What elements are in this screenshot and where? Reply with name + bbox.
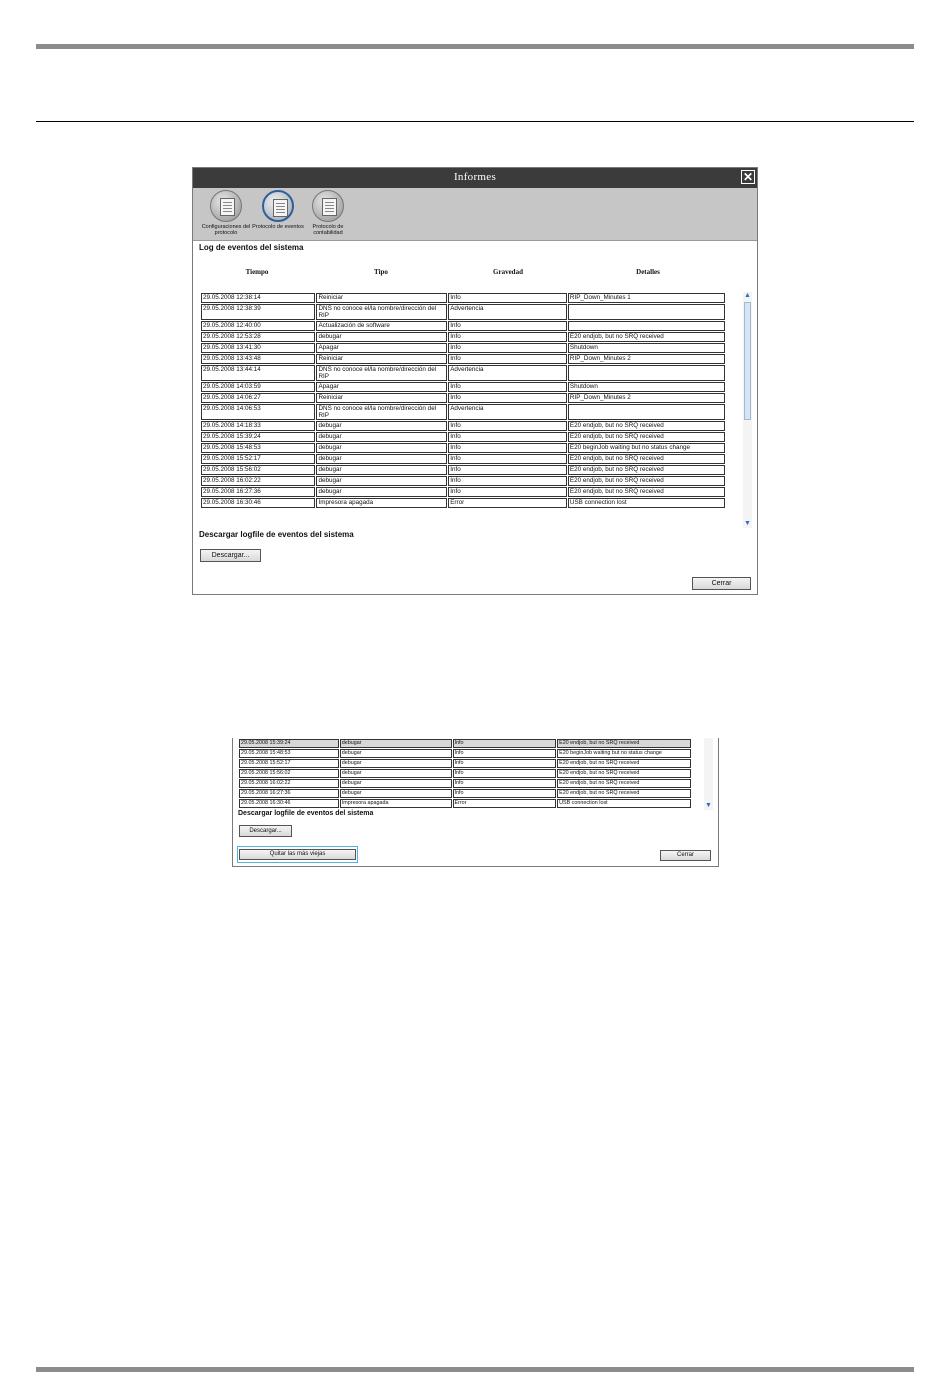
cell-time: 29.05.2008 15:39:24 — [239, 739, 339, 748]
cell-time: 29.05.2008 12:38:14 — [201, 293, 315, 303]
cell-type: debugar — [316, 476, 447, 486]
cell-type: Apagar — [316, 382, 447, 392]
cell-time: 29.05.2008 16:27:36 — [239, 789, 339, 798]
cell-type: debugar — [340, 789, 452, 798]
cell-severity: Info — [448, 382, 567, 392]
cell-details: E20 endjob, but no SRQ received — [557, 789, 691, 798]
cell-details: E20 beginJob waiting but no status change — [568, 443, 725, 453]
cell-severity: Info — [448, 443, 567, 453]
cell-severity: Info — [448, 487, 567, 497]
cell-severity: Info — [448, 332, 567, 342]
cell-time: 29.05.2008 13:41:30 — [201, 343, 315, 353]
cell-severity: Advertencia — [448, 304, 567, 320]
cell-details: E20 endjob, but no SRQ received — [557, 759, 691, 768]
cell-time: 29.05.2008 15:39:24 — [201, 432, 315, 442]
cell-details: E20 endjob, but no SRQ received — [568, 476, 725, 486]
cell-severity: Info — [453, 789, 557, 798]
cell-time: 29.05.2008 13:43:48 — [201, 354, 315, 364]
cell-type: debugar — [316, 465, 447, 475]
cell-time: 29.05.2008 14:18:33 — [201, 421, 315, 431]
report-toolbar — [193, 188, 757, 241]
cell-time: 29.05.2008 15:48:53 — [239, 749, 339, 758]
cell-severity: Info — [448, 293, 567, 303]
cell-severity: Info — [448, 465, 567, 475]
accounting-log-icon — [312, 190, 344, 222]
header-divider — [36, 121, 914, 122]
log-scrollbar-cropped[interactable] — [704, 738, 713, 810]
cell-severity: Info — [453, 749, 557, 758]
cell-time: 29.05.2008 15:52:17 — [239, 759, 339, 768]
download-button[interactable]: Descargar... — [239, 825, 292, 837]
table-row[interactable] — [239, 749, 691, 758]
informes-dialog — [192, 167, 758, 595]
cell-time: 29.05.2008 15:56:02 — [239, 769, 339, 778]
cell-type: Impresora apagada — [316, 498, 447, 508]
informes-dialog-cropped — [232, 738, 719, 867]
cell-details — [568, 404, 725, 420]
table-row[interactable] — [201, 365, 725, 381]
dialog-title: Informes — [453, 171, 497, 183]
cell-type: debugar — [340, 749, 452, 758]
cell-type: debugar — [316, 454, 447, 464]
table-row[interactable] — [201, 393, 725, 403]
cell-details — [568, 321, 725, 331]
cell-type: Impresora apagada — [340, 799, 452, 808]
table-row[interactable] — [201, 421, 725, 431]
cell-severity: Info — [448, 454, 567, 464]
cell-severity: Error — [453, 799, 557, 808]
cell-details: E20 endjob, but no SRQ received — [568, 332, 725, 342]
cell-severity: Info — [448, 393, 567, 403]
cell-type: Apagar — [316, 343, 447, 353]
cell-details: E20 endjob, but no SRQ received — [568, 465, 725, 475]
table-row[interactable] — [201, 465, 725, 475]
cell-details: RIP_Down_Minutes 1 — [568, 293, 725, 303]
cell-details: E20 beginJob waiting but no status change — [557, 749, 691, 758]
table-row[interactable] — [201, 293, 725, 303]
cell-time: 29.05.2008 16:30:46 — [239, 799, 339, 808]
table-row[interactable] — [201, 476, 725, 486]
cell-time: 29.05.2008 12:53:28 — [201, 332, 315, 342]
table-row[interactable] — [201, 354, 725, 364]
table-row[interactable] — [201, 498, 725, 508]
cell-type: DNS no conoce el/la nombre/dirección del RIP — [316, 365, 447, 381]
cell-time: 29.05.2008 13:44:14 — [201, 365, 315, 381]
table-row[interactable] — [201, 454, 725, 464]
cell-details: E20 endjob, but no SRQ received — [568, 432, 725, 442]
close-icon[interactable]: ✕ — [742, 170, 754, 184]
cell-type: Reiniciar — [316, 354, 447, 364]
cell-severity: Info — [453, 759, 557, 768]
cell-details — [568, 304, 725, 320]
cell-type: Reiniciar — [316, 293, 447, 303]
cell-type: debugar — [316, 432, 447, 442]
cell-type: debugar — [316, 443, 447, 453]
table-row[interactable] — [201, 332, 725, 342]
cell-time: 29.05.2008 15:48:53 — [201, 443, 315, 453]
cell-severity: Info — [448, 421, 567, 431]
cell-severity: Info — [448, 476, 567, 486]
cell-type: debugar — [340, 759, 452, 768]
cell-details: E20 endjob, but no SRQ received — [568, 421, 725, 431]
cell-severity: Info — [453, 739, 557, 748]
cell-details: RIP_Down_Minutes 2 — [568, 393, 725, 403]
cell-type: Actualización de software — [316, 321, 447, 331]
scroll-up-icon[interactable]: ▲ — [744, 292, 751, 299]
download-button[interactable]: Descargar... — [200, 549, 261, 562]
bottom-rule — [36, 1367, 914, 1372]
cell-time: 29.05.2008 12:38:39 — [201, 304, 315, 320]
table-row[interactable] — [201, 321, 725, 331]
table-row[interactable] — [239, 779, 691, 788]
cell-type: debugar — [316, 487, 447, 497]
cell-details — [568, 365, 725, 381]
table-row[interactable] — [201, 404, 725, 420]
cell-details: E20 endjob, but no SRQ received — [568, 487, 725, 497]
cell-type: debugar — [316, 332, 447, 342]
protocol-settings-icon — [210, 190, 242, 222]
scroll-down-icon[interactable]: ▼ — [744, 520, 751, 527]
cell-severity: Info — [448, 432, 567, 442]
tool-accounting-log[interactable] — [299, 190, 357, 236]
column-header-type: Tipo — [374, 268, 388, 276]
download-section-title: Descargar logfile de eventos del sistema — [199, 530, 354, 539]
table-row[interactable] — [239, 789, 691, 798]
tool-label: Protocolo de eventos — [252, 224, 304, 230]
cell-type: debugar — [316, 421, 447, 431]
table-row[interactable] — [201, 343, 725, 353]
cell-time: 29.05.2008 14:03:59 — [201, 382, 315, 392]
scroll-thumb[interactable] — [744, 302, 751, 420]
cell-time: 29.05.2008 16:27:36 — [201, 487, 315, 497]
tool-label: Protocolo de contabilidad — [312, 224, 344, 236]
table-row[interactable] — [239, 769, 691, 778]
table-row[interactable] — [201, 382, 725, 392]
cell-details: Shutdown — [568, 382, 725, 392]
remove-oldest-button[interactable]: Quitar las más viejas — [239, 849, 356, 860]
download-section-title: Descargar logfile de eventos del sistema — [238, 810, 374, 817]
cell-type: debugar — [340, 769, 452, 778]
cell-details: E20 endjob, but no SRQ received — [557, 769, 691, 778]
cell-severity: Advertencia — [448, 365, 567, 381]
cell-time: 29.05.2008 15:56:02 — [201, 465, 315, 475]
log-section-title: Log de eventos del sistema — [199, 243, 304, 252]
scroll-down-icon[interactable]: ▼ — [705, 802, 712, 809]
cell-type: debugar — [340, 739, 452, 748]
cell-severity: Info — [453, 769, 557, 778]
cell-type: DNS no conoce el/la nombre/dirección del RIP — [316, 304, 447, 320]
close-button[interactable]: Cerrar — [660, 850, 711, 861]
table-row[interactable] — [201, 487, 725, 497]
cell-severity: Info — [448, 354, 567, 364]
top-rule — [36, 44, 914, 49]
cell-time: 29.05.2008 16:02:22 — [201, 476, 315, 486]
table-row[interactable] — [239, 759, 691, 768]
event-log-icon — [262, 190, 294, 222]
cell-time: 29.05.2008 15:52:17 — [201, 454, 315, 464]
cell-time: 29.05.2008 12:40:00 — [201, 321, 315, 331]
cell-severity: Info — [448, 321, 567, 331]
cell-details: E20 endjob, but no SRQ received — [557, 779, 691, 788]
event-log-table — [200, 292, 726, 509]
cell-severity: Advertencia — [448, 404, 567, 420]
cell-time: 29.05.2008 16:02:22 — [239, 779, 339, 788]
cell-type: debugar — [340, 779, 452, 788]
cell-details: Shutdown — [568, 343, 725, 353]
tool-label: Configuraciones del protocolo — [201, 224, 251, 236]
cell-details: E20 endjob, but no SRQ received — [568, 454, 725, 464]
column-header-time: Tiempo — [245, 268, 269, 276]
cell-details: USB connection lost — [568, 498, 725, 508]
cell-time: 29.05.2008 16:30:46 — [201, 498, 315, 508]
table-row[interactable] — [239, 739, 691, 748]
event-log-table-cropped — [238, 738, 692, 809]
tool-protocol-settings[interactable] — [197, 190, 255, 236]
cell-time: 29.05.2008 14:06:27 — [201, 393, 315, 403]
cell-details: RIP_Down_Minutes 2 — [568, 354, 725, 364]
table-row[interactable] — [201, 432, 725, 442]
table-row[interactable] — [201, 443, 725, 453]
table-row[interactable] — [239, 799, 691, 808]
cell-time: 29.05.2008 14:06:53 — [201, 404, 315, 420]
log-scrollbar[interactable] — [743, 292, 752, 528]
cell-details: E20 endjob, but no SRQ received — [557, 739, 691, 748]
dialog-titlebar — [193, 168, 757, 188]
column-header-details: Detalles — [636, 268, 660, 276]
cell-type: Reiniciar — [316, 393, 447, 403]
cell-type: DNS no conoce el/la nombre/dirección del RIP — [316, 404, 447, 420]
close-button[interactable]: Cerrar — [692, 577, 751, 590]
cell-severity: Error — [448, 498, 567, 508]
cell-details: USB connection lost — [557, 799, 691, 808]
cell-severity: Info — [453, 779, 557, 788]
column-header-severity: Gravedad — [493, 268, 523, 276]
cell-severity: Info — [448, 343, 567, 353]
table-row[interactable] — [201, 304, 725, 320]
